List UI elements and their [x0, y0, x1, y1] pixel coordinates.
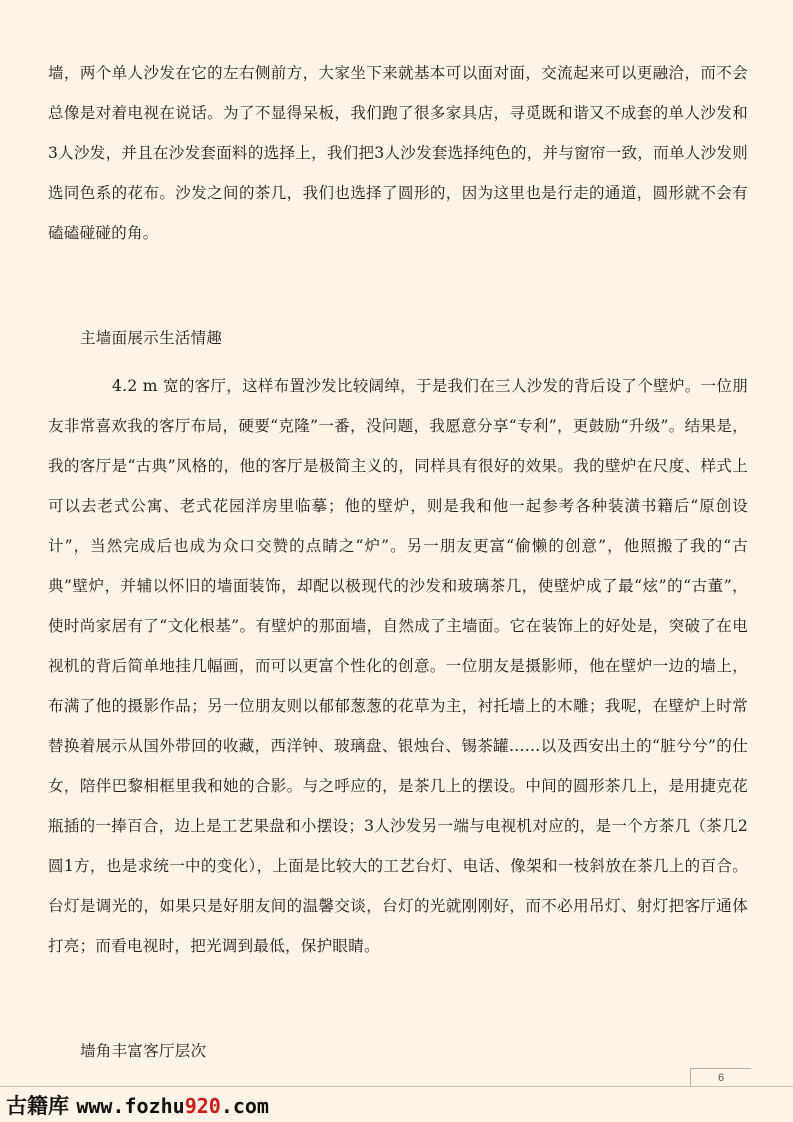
spacer: [48, 966, 748, 1031]
page-number: 6: [690, 1068, 751, 1087]
site-watermark: [6, 1090, 269, 1120]
footer-divider: [0, 1086, 793, 1087]
paragraph-sofa-arrangement: 墙，两个单人沙发在它的左右侧前方，大家坐下来就基本可以面对面，交流起来可以更融洽，而不会总像是对着电视在说话。为了不显得呆板，我们跑了很多家具店，寻觅既和谐又不成套的单人沙发和3人沙发，并且在沙发套面料的选择上，我们把3人沙发套选择纯色的，并与窗帘一致，而单人沙发则选同色系的花布。沙发之间的茶几，我们也选择了圆形的，因为这里也是行走的通道，圆形就不会有磕磕碰碰的角。: [48, 64, 748, 242]
watermark-url: [76, 1094, 269, 1118]
section-heading-main-wall: 主墙面展示生活情趣: [80, 329, 223, 347]
document-body: [48, 53, 748, 1071]
section-heading-corner: 墙角丰富客厅层次: [80, 1042, 207, 1060]
watermark-url-prefix: www.fozhu: [76, 1094, 185, 1118]
paragraph-fireplace: 4.2 m 宽的客厅，这样布置沙发比较阔绰，于是我们在三人沙发的背后设了个壁炉。一位朋友非常喜欢我的客厅布局，硬要“克隆”一番，没问题，我愿意分享“专利”，更鼓励“升级”。结果是，我的客厅是“古典”风格的，他的客厅是极简主义的，同样具有很好的效果。我的壁炉在尺度、样式上可以去老式公寓、老式花园洋房里临摹；他的壁炉，则是我和他一起参考各种装潢书籍后“原创设计”，当然完成后也成为众口交赞的点睛之“炉”。另一朋友更富“偷懒的创意”，他照搬了我的“古典”壁炉，并辅以怀旧的墙面装饰，却配以极现代的沙发和玻璃茶几，使壁炉成了最“炫”的“古董”，使时尚家居有了“文化根基”。有壁炉的那面墙，自然成了主墙面。它在装饰上的好处是，突破了在电视机的背后简单地挂几幅画，而可以更富个性化的创意。一位朋友是摄影师，他在壁炉一边的墙上，布满了他的摄影作品；另一位朋友则以郁郁葱葱的花草为主，衬托墙上的木雕；我呢，在壁炉上时常替换着展示从国外带回的收藏，西洋钟、玻璃盘、银烛台、锡茶罐……以及西安出土的“脏兮兮”的仕女，陪伴巴黎相框里我和她的合影。与之呼应的，是茶几上的摆设。中间的圆形茶几上，是用捷克花瓶插的一捧百合，边上是工艺果盘和小摆设；3人沙发另一端与电视机对应的，是一个方茶几（茶几2圆1方，也是求统一中的变化），上面是比较大的工艺台灯、电话、像架和一枝斜放在茶几上的百合。台灯是调光的，如果只是好朋友间的温馨交谈，台灯的光就刚刚好，而不必用吊灯、射灯把客厅通体打亮；而看电视时，把光调到最低，保护眼睛。: [48, 377, 748, 955]
watermark-url-number: 920: [184, 1094, 221, 1118]
watermark-brand: 古籍库: [6, 1094, 69, 1118]
watermark-url-suffix: .com: [220, 1094, 269, 1118]
spacer: [48, 358, 748, 366]
spacer: [48, 253, 748, 318]
